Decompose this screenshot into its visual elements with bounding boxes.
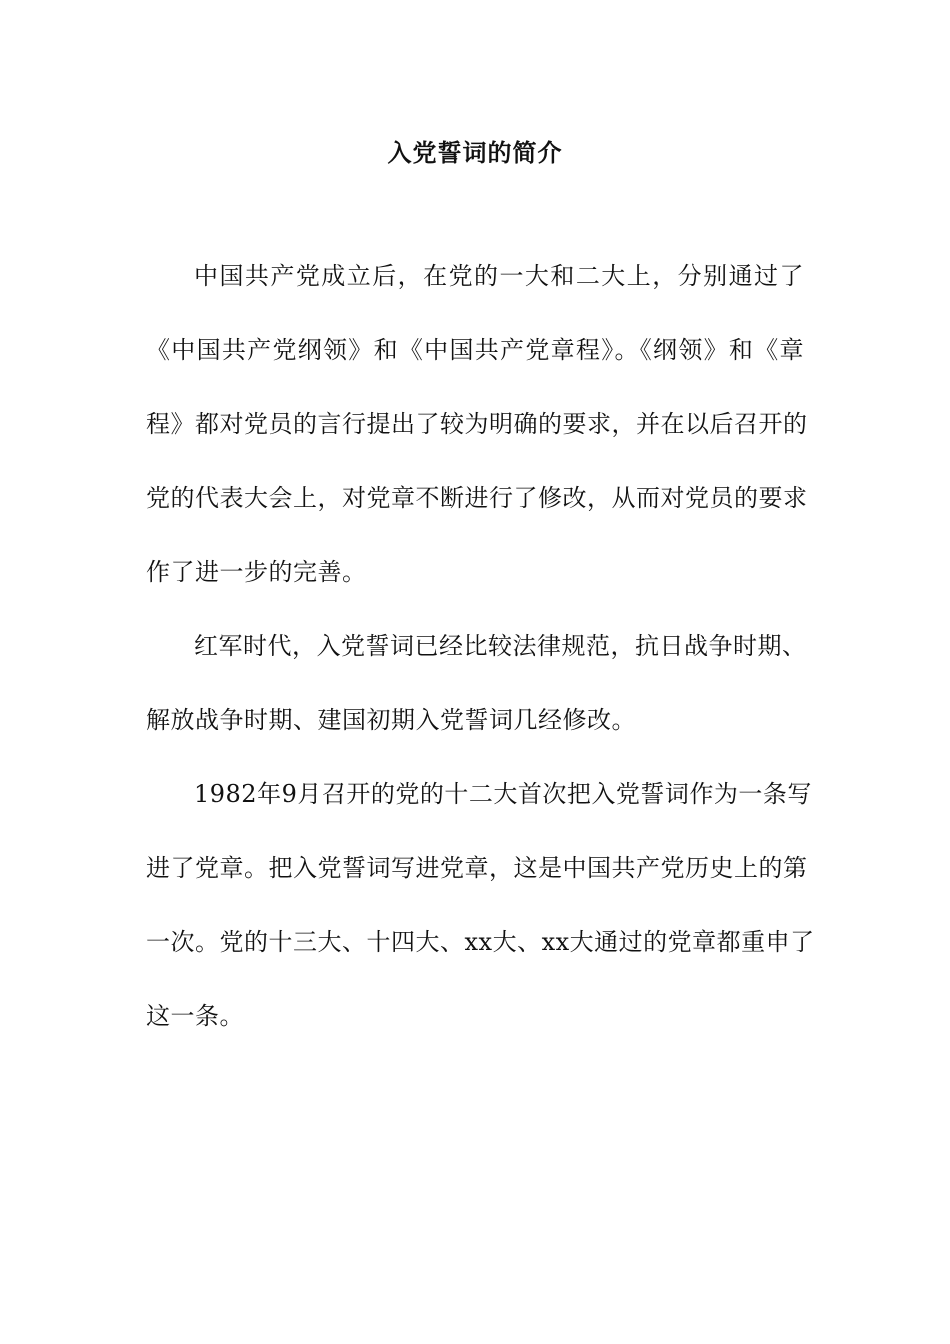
paragraph-3 xyxy=(146,770,815,1066)
text-line: 程》都对党员的言行提出了较为明确的要求，并在以后召开的 xyxy=(146,410,808,438)
text-line: 《中国共产党纲领》和《中国共产党章程》。《纲领》和《章 xyxy=(146,336,804,364)
document-title: 入党誓词的简介 xyxy=(387,138,563,167)
text-line: 这一条。 xyxy=(146,1002,244,1030)
text-line: 中国共产党成立后，在党的一大和二大上，分别通过了 xyxy=(194,262,804,290)
text-line: 进了党章。把入党誓词写进党章，这是中国共产党历史上的第 xyxy=(146,854,808,882)
paragraph-2 xyxy=(146,622,807,770)
text-line: 党的代表大会上，对党章不断进行了修改，从而对党员的要求 xyxy=(146,484,808,512)
text-line: 一次。党的十三大、十四大、xx大、xx大通过的党章都重申了 xyxy=(146,928,815,956)
text-line: 解放战争时期、建国初期入党誓词几经修改。 xyxy=(146,706,636,734)
paragraph-1 xyxy=(146,252,808,622)
text-line: 作了进一步的完善。 xyxy=(146,558,367,586)
text-line: 1982年9月召开的党的十二大首次把入党誓词作为一条写 xyxy=(194,780,812,808)
text-line: 红军时代，入党誓词已经比较法律规范，抗日战争时期、 xyxy=(194,632,807,660)
document-body xyxy=(146,252,815,1066)
